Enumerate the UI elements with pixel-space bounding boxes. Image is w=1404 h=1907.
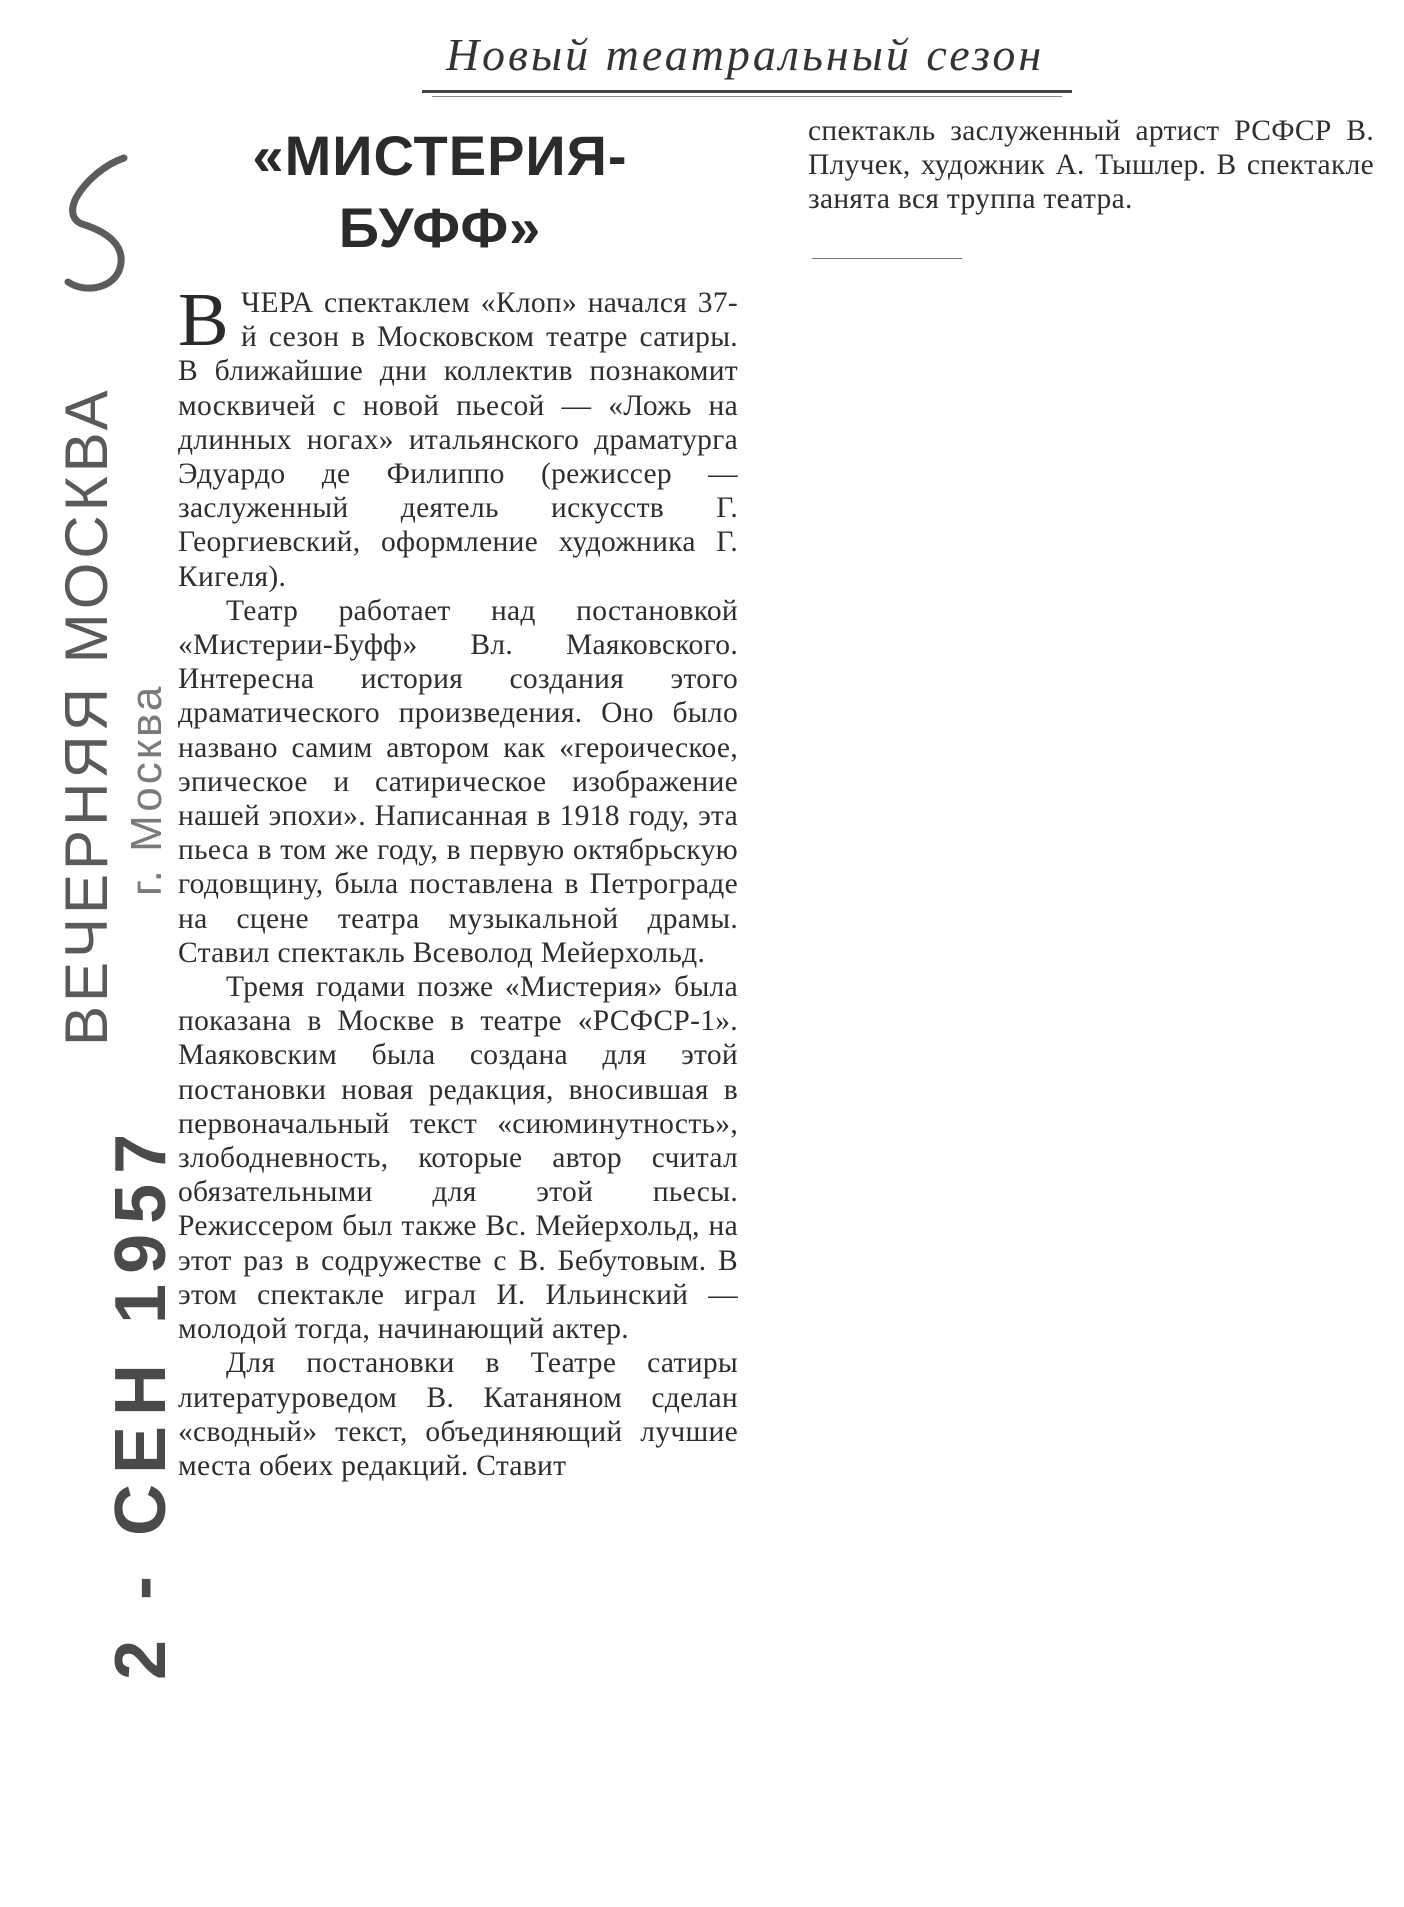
date-stamp: 2 - СЕН 1957 (101, 1123, 181, 1680)
rubric-underline-thin (432, 96, 1062, 97)
article-headline (200, 120, 680, 264)
article-column-right (808, 114, 1374, 217)
article-paragraph-3: Тремя годами позже «Мистерия» была показана в Москве в театре «РСФСР-1». Маяковским была создана для этой постановки новая редакция, вносившая в первоначальный текст «сиюминутность», злободневность, которые автор считал обязательными для этой пьесы. Режиссером был также Вс. Мейерхольд, на этот раз в содружестве с В. Бебутовым. В этом спектакле играл И. Ильинский — молодой тогда, начинающий актер. (178, 971, 738, 1346)
headline-line-1: «МИСТЕРИЯ- (252, 124, 628, 187)
paragraph-1-text: ЧЕРА спектаклем «Клоп» начался 37-й сезон в Московском театре сатиры. В ближайшие дни коллектив познакомит москвичей с новой пьесой — «Ложь на длинных ногах» итальянского драматурга Эдуардо де Филиппо (режиссер — заслуженный деятель искусств Г. Георгиевский, оформление художника Г. Кигеля). (178, 287, 738, 593)
article-column-left (178, 278, 738, 1483)
rubric-title: Новый театральный сезон (445, 29, 1045, 80)
article-paragraph-2: Театр работает над постановкой «Мистерии-Буфф» Вл. Маяковского. Интересна история создания этого драматического произведения. Оно было названо самим автором как «героическое, эпическое и сатирическое изображение нашей эпохи». Написанная в 1918 году, эта пьеса в том же году, в первую октябрьскую годовщину, была поставлена в Петрограде на сцене театра музыкальной драмы. Ставил спектакль Всеволод Мейерхольд. (178, 594, 738, 969)
article-paragraph-4: Для постановки в Театре сатиры литературоведом В. Катаняном сделан «сводный» текст, объединяющий лучшие места обеих редакций. Ставит (178, 1347, 738, 1482)
city-stamp: г. Москва (122, 683, 171, 896)
ink-underline (812, 258, 962, 259)
article-paragraph-1 (178, 278, 738, 594)
handwritten-number-mark (46, 150, 146, 300)
rubric-underline (422, 90, 1072, 93)
headline-line-2: БУФФ» (338, 196, 542, 259)
article-paragraph-continued: спектакль заслуженный артист РСФСР В. Плучек, художник А. Тышлер. В спектакле занята вся труппа театра. (808, 115, 1374, 216)
drop-cap: В (178, 278, 229, 362)
newspaper-stamp: ВЕЧЕРНЯЯ МОСКВА (53, 386, 120, 1046)
